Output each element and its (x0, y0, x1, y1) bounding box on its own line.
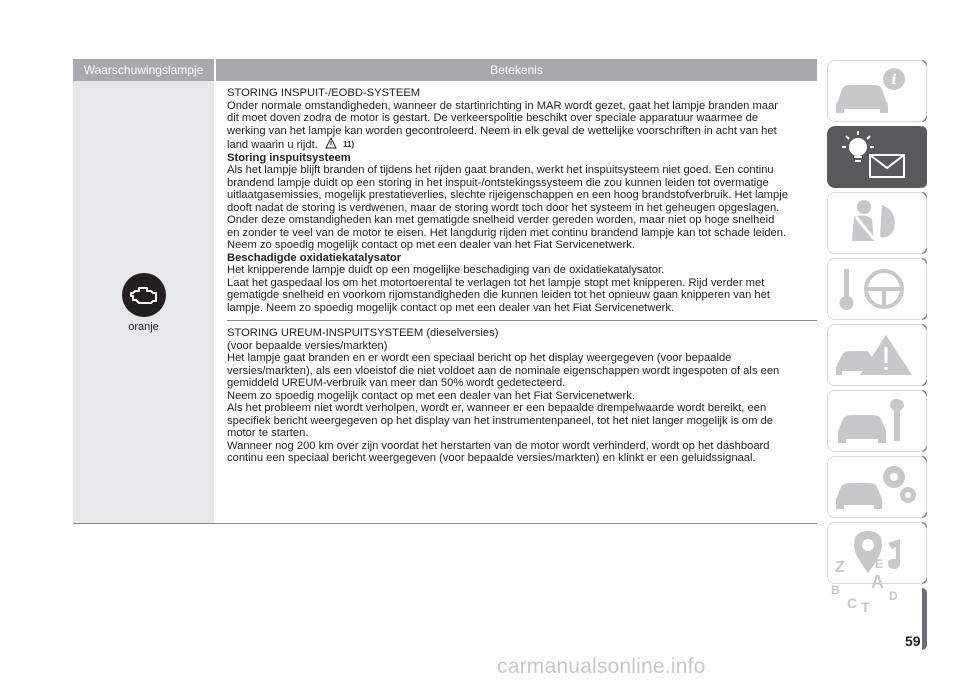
text-line: Laat het gaspedaal los om het motortoerental te verlagen tot het lampje stopt met knipperen. Rijd verder met (227, 276, 765, 289)
text-line: motor te starten. (227, 427, 309, 439)
subheading: Beschadigde oxidatiekatalysator (227, 251, 402, 264)
header-warning-light: Waarschuwingslampje (83, 63, 204, 77)
index-letter: D (889, 589, 898, 603)
engine-check-icon (122, 273, 166, 317)
text-line: Het knipperende lampje duidt op een mogelijke beschadiging van de oxidatiekatalysator. (227, 264, 665, 276)
index-letter: C (847, 595, 858, 611)
table-header (73, 59, 817, 81)
lamp-cell (73, 81, 214, 524)
index-letter: A (871, 572, 884, 592)
tab-safety[interactable] (827, 192, 927, 254)
text-line: uitlaatgasemissies, mogelijk prestatieverlies, slechte rijeigenschappen en een hoog brandstofverbruik. Het lampje (227, 189, 788, 201)
text-line: brandend lampje duidt op een storing in het inspuit-/ontstekingssysteem die zou kunnen leiden tot overmatige (227, 176, 769, 189)
reference-number: 11) (343, 140, 355, 149)
tab-maintenance[interactable] (827, 390, 927, 452)
text-line: dit moet doven zodra de motor is gestart. De verkeerspolitie beschikt over speciale apparatuur waarmee de (227, 112, 759, 124)
index-letter: E (875, 557, 884, 571)
text-line: Onder normale omstandigheden, wanneer de startinrichting in MAR wordt gezet, gaat het lampje branden maar (227, 99, 778, 112)
text-line: Als het probleem niet wordt verholpen, wordt er, wanneer er een bepaalde drempelwaarde wordt bereikt, een (227, 402, 767, 414)
warning-light-table (73, 59, 817, 524)
text-line: gematigde snelheid en voorkom rijomstandigheden die kunnen leiden tot het opnieuw gaan knipperen van het (227, 289, 770, 301)
car-emergency-icon (828, 325, 926, 385)
text-line: specifiek bericht weergegeven op het display van het instrumentenpaneel, tot het niet langer mogelijk is om de (227, 414, 774, 427)
alphabetical-index-icon (827, 552, 925, 614)
warning-reference-icon (325, 137, 337, 149)
subheading: Storing inspuitsysteem (227, 151, 351, 164)
tab-technical-data[interactable] (827, 456, 927, 518)
tab-car-info[interactable] (827, 60, 927, 122)
table-bottom-rule (73, 523, 817, 524)
text-line: en zonder te veel van de motor te eisen. Het langdurig rijden met continu brandend lampje kan tot schade leiden. (227, 226, 787, 239)
text-line: versies/markten), als een vloeistof die niet voldoet aan de nominale eigenschappen wordt ingespoten of als een (227, 364, 780, 377)
text-line: Neem zo spoedig mogelijk contact op met een dealer van het Fiat Servicenetwerk. (227, 389, 635, 402)
text-line: STORING UREUM-INSPUITSYSTEEM (dieselversies) (227, 327, 499, 339)
text-line: werking van het lampje kan worden gecontroleerd. Neem in elk geval de wettelijke voorschriften in acht van het (227, 124, 777, 137)
text-line: dooft nadat de storing is verdwenen, maar de storing wordt toch door het systeem in het geheugen opgeslagen. (227, 201, 780, 214)
section-eobd (227, 81, 817, 314)
tab-index[interactable] (827, 552, 927, 614)
page-number: 59 (905, 633, 921, 649)
text-line: lampje. Neem zo spoedig mogelijk contact op met een dealer van het Fiat Servicenetwerk. (227, 301, 675, 314)
text-line: Wanneer nog 200 km over zijn voordat het herstarten van de motor wordt verhinderd, wordt op het dashboard (227, 439, 770, 452)
index-letter: T (861, 599, 870, 614)
text-line: Neem zo spoedig mogelijk contact op met een dealer van het Fiat Servicenetwerk. (227, 239, 635, 251)
index-letter: B (831, 583, 840, 597)
warning-light-message-icon (828, 127, 926, 187)
key-steering-wheel-icon (828, 259, 926, 319)
text-line: STORING INSPUIT-/EOBD-SYSTEEM (227, 87, 421, 99)
text-line: gemiddeld UREUM-verbruik van meer dan 50% wordt gedetecteerd. (227, 377, 566, 389)
lamp-color-label: oranje (128, 320, 159, 333)
table-body (73, 81, 817, 524)
tab-emergency[interactable] (827, 324, 927, 386)
text-line: Onder deze omstandigheden kan met gematigde snelheid verder gereden worden, maar niet op hoge snelheid (227, 214, 775, 226)
index-letter: Z (835, 559, 845, 576)
meaning-cell (227, 81, 817, 524)
car-info-icon (828, 61, 926, 121)
text-line: continu een speciaal bericht weergegeven (voor bepaalde versies/markten) en klinkt er een geluidssignaal. (227, 452, 756, 464)
text-line: Als het lampje blijft branden of tijdens het rijden gaat branden, werkt het inspuitsysteem niet goed. Een continu (227, 164, 774, 176)
section-urea (227, 320, 817, 465)
text-line (227, 137, 817, 152)
watermark: carmanualsonline.info (497, 655, 706, 678)
text-fragment: land waarin u rijdt. (227, 139, 318, 151)
text-line: (voor bepaalde versies/markten) (227, 339, 388, 352)
tab-warning-lights[interactable] (827, 126, 927, 188)
header-meaning: Betekenis (490, 63, 543, 77)
car-specs-gears-icon (828, 457, 926, 517)
svg-text:i: i (891, 72, 897, 88)
seatbelt-airbag-icon (828, 193, 926, 253)
car-maintenance-icon (828, 391, 926, 451)
text-line: Het lampje gaat branden en er wordt een speciaal bericht op het display weergegeven (voor bepaalde (227, 352, 732, 364)
tab-starting-driving[interactable] (827, 258, 927, 320)
